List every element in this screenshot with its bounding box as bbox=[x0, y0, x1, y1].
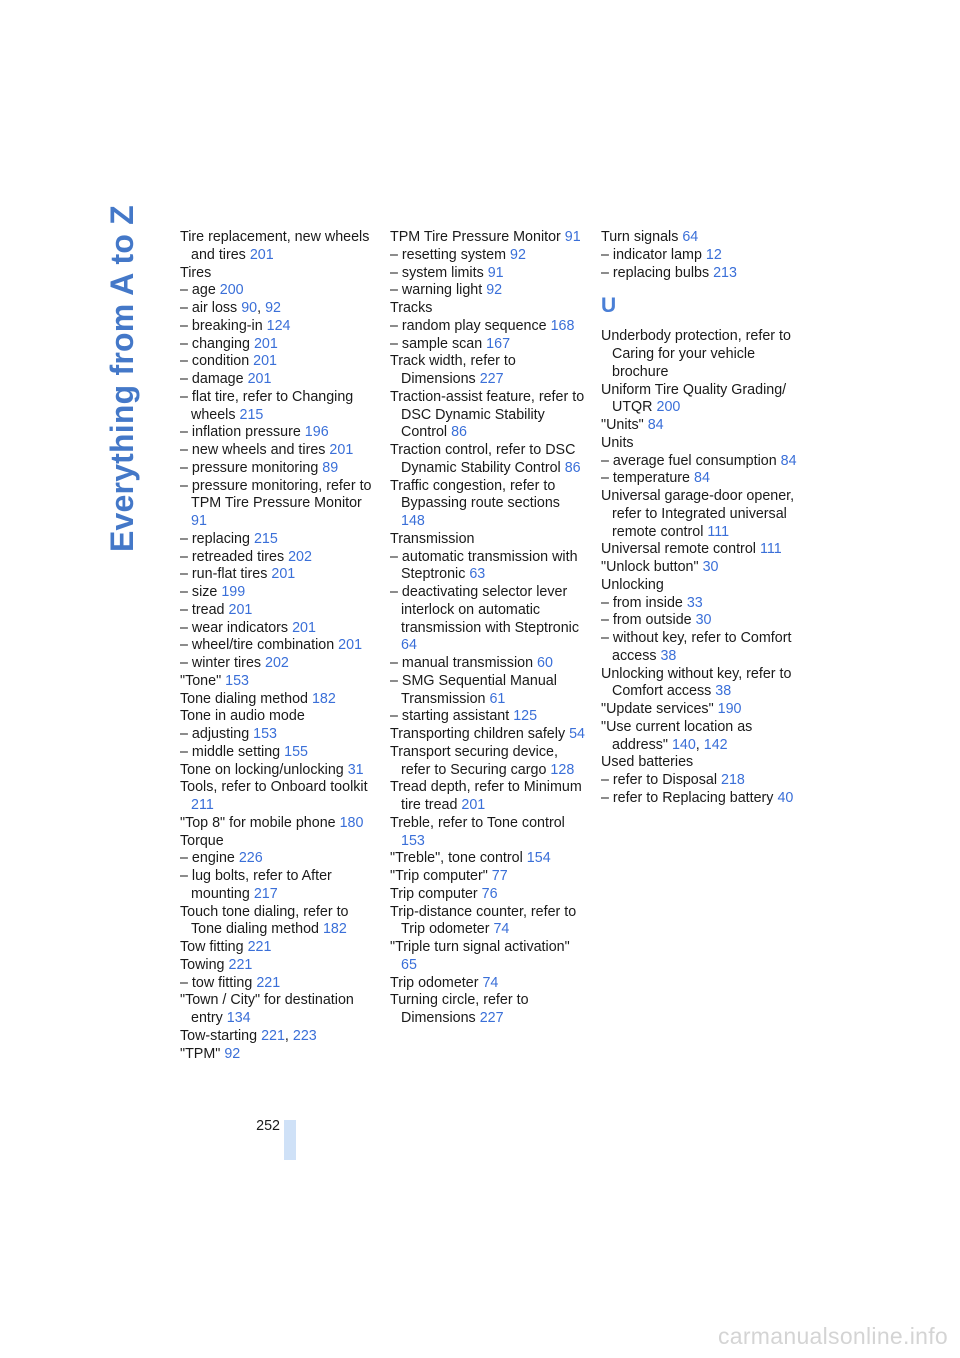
page-reference-link[interactable]: 91 bbox=[191, 513, 207, 529]
index-term: Transporting children safely bbox=[390, 726, 566, 742]
page-reference-link[interactable]: 196 bbox=[304, 424, 329, 441]
index-term: – temperature bbox=[601, 470, 691, 487]
index-term: – winter tires bbox=[180, 655, 262, 671]
index-entry bbox=[390, 318, 586, 336]
page-reference-link[interactable]: 201 bbox=[253, 353, 277, 370]
page-reference-link[interactable]: 202 bbox=[288, 548, 312, 565]
page-reference-link[interactable]: 92 bbox=[486, 282, 503, 299]
index-term: "Unlock button" bbox=[601, 559, 699, 575]
page-reference-link[interactable]: 221 bbox=[247, 939, 272, 955]
index-entry bbox=[180, 336, 376, 354]
index-entry bbox=[390, 229, 586, 247]
page-reference-link[interactable]: 111 bbox=[759, 541, 782, 558]
index-entry bbox=[390, 549, 586, 585]
index-entry bbox=[390, 300, 586, 318]
index-term: – refer to Replacing battery bbox=[601, 789, 774, 806]
page-reference-link[interactable]: 84 bbox=[647, 417, 664, 433]
page-reference-link[interactable]: 140 bbox=[671, 736, 696, 753]
index-entry bbox=[180, 939, 376, 957]
index-term: – new wheels and tires bbox=[180, 442, 326, 458]
index-entry bbox=[601, 595, 797, 613]
index-term: Towing bbox=[180, 956, 225, 973]
index-term: – without key, refer to Comfort access bbox=[601, 630, 792, 664]
page-reference-link[interactable]: 63 bbox=[469, 566, 486, 583]
index-term: Tone in audio mode bbox=[180, 708, 305, 725]
page-marker-bar bbox=[284, 1120, 296, 1160]
index-term: "Tone" bbox=[180, 672, 222, 689]
index-entry bbox=[180, 1046, 376, 1064]
index-entry bbox=[180, 478, 376, 531]
page-reference-link[interactable]: 134 bbox=[226, 1010, 251, 1026]
index-entry bbox=[180, 282, 376, 300]
index-term: – tow fitting bbox=[180, 974, 253, 991]
index-term: Trip computer bbox=[390, 885, 478, 902]
page-reference-link[interactable]: 215 bbox=[253, 530, 278, 547]
index-term: Trip odometer bbox=[390, 974, 479, 991]
index-term: Underbody protection, refer to Caring for your vehicle brochure bbox=[601, 328, 791, 380]
index-entry bbox=[390, 992, 586, 1028]
page-reference-link[interactable]: 64 bbox=[682, 229, 699, 245]
index-entry bbox=[601, 470, 797, 488]
index-entry bbox=[390, 478, 586, 531]
index-term: – inflation pressure bbox=[180, 424, 301, 441]
index-entry bbox=[180, 229, 376, 265]
index-entry bbox=[601, 247, 797, 265]
index-entry bbox=[601, 666, 797, 702]
index-entry bbox=[601, 453, 797, 471]
index-entry bbox=[601, 229, 797, 247]
index-entry bbox=[390, 726, 586, 744]
index-term: – starting assistant bbox=[390, 708, 510, 725]
index-term: – condition bbox=[180, 353, 250, 370]
page-reference-link[interactable]: 91 bbox=[564, 229, 581, 245]
page-reference-link[interactable]: 227 bbox=[479, 371, 504, 387]
index-entry bbox=[180, 637, 376, 655]
index-term: – age bbox=[180, 282, 216, 299]
index-term: – manual transmission bbox=[390, 655, 534, 671]
index-term: "Triple turn signal activation" bbox=[390, 939, 570, 955]
index-term: – sample scan bbox=[390, 335, 483, 352]
index-entry bbox=[180, 602, 376, 620]
index-entry bbox=[180, 957, 376, 975]
index-term: Unlocking bbox=[601, 576, 664, 593]
index-entry bbox=[180, 531, 376, 549]
page-reference-link[interactable]: 86 bbox=[451, 424, 467, 441]
page-reference-link[interactable]: 227 bbox=[479, 1010, 504, 1026]
index-term: – engine bbox=[180, 850, 235, 867]
index-entry bbox=[601, 488, 797, 541]
index-term: Traction control, refer to DSC Dynamic Stability Control bbox=[390, 442, 576, 476]
page-reference-link[interactable]: 221 bbox=[261, 1027, 285, 1044]
page-reference-link[interactable]: 38 bbox=[715, 683, 732, 700]
page-reference-link[interactable]: 92 bbox=[510, 246, 526, 263]
index-term: – system limits bbox=[390, 264, 484, 281]
index-entry bbox=[180, 424, 376, 442]
page-reference-link[interactable]: 86 bbox=[564, 459, 581, 476]
page-reference-link[interactable]: 61 bbox=[489, 690, 506, 707]
index-entry bbox=[180, 779, 376, 815]
page-reference-link[interactable]: 200 bbox=[219, 282, 244, 299]
index-column-3 bbox=[601, 229, 797, 808]
index-entry: – air loss 90, 92 bbox=[180, 300, 281, 316]
index-term: Traction-assist feature, refer to DSC Dynamic Stability Control bbox=[390, 388, 585, 441]
index-term: "Update services" bbox=[601, 701, 714, 717]
index-entry bbox=[180, 460, 376, 478]
page-reference-link[interactable]: 60 bbox=[537, 655, 553, 671]
index-term: – run-flat tires bbox=[180, 566, 268, 583]
index-term: Used batteries bbox=[601, 754, 694, 771]
index-term: – indicator lamp bbox=[601, 246, 702, 263]
page-reference-link[interactable]: 91 bbox=[487, 264, 504, 281]
index-entry bbox=[180, 371, 376, 389]
index-term: – warning light bbox=[390, 282, 483, 299]
page-reference-link[interactable]: 84 bbox=[694, 470, 710, 487]
page-reference-link[interactable]: 124 bbox=[266, 317, 291, 334]
index-term: – replacing bbox=[180, 530, 250, 547]
index-term: Unlocking without key, refer to Comfort access bbox=[601, 665, 792, 700]
index-entry bbox=[390, 655, 586, 673]
index-entry bbox=[601, 559, 797, 577]
page-reference-link[interactable]: 155 bbox=[284, 743, 308, 760]
index-entry bbox=[180, 868, 376, 904]
page-reference-link[interactable]: 201 bbox=[253, 335, 278, 352]
index-term: – deactivating selector lever interlock on automatic transmission with Steptronic bbox=[390, 584, 579, 636]
page-reference-link[interactable]: 211 bbox=[191, 797, 214, 813]
index-entry bbox=[180, 850, 376, 868]
index-entry bbox=[180, 726, 376, 744]
page-reference-link[interactable]: 65 bbox=[401, 956, 417, 973]
page-reference-link[interactable]: 84 bbox=[780, 452, 797, 469]
index-entry bbox=[601, 612, 797, 630]
index-term: – retreaded tires bbox=[180, 548, 285, 565]
page-reference-link[interactable]: 38 bbox=[660, 647, 677, 664]
index-entry bbox=[390, 673, 586, 709]
index-term: – breaking-in bbox=[180, 317, 263, 334]
index-term: "Units" bbox=[601, 417, 644, 433]
page-reference-link[interactable]: 128 bbox=[550, 761, 575, 778]
page-reference-link[interactable]: 201 bbox=[329, 442, 354, 458]
index-column-2 bbox=[390, 229, 586, 1028]
index-term: Tone dialing method bbox=[180, 690, 308, 707]
index-entry bbox=[390, 815, 586, 851]
index-entry bbox=[390, 265, 586, 283]
index-entry bbox=[390, 282, 586, 300]
page-reference-link[interactable]: 221 bbox=[256, 974, 281, 991]
page-reference-link[interactable]: 167 bbox=[486, 335, 511, 352]
page-reference-link[interactable]: 125 bbox=[513, 708, 538, 725]
letter-heading: U bbox=[601, 294, 617, 318]
page-reference-link[interactable]: 201 bbox=[461, 797, 486, 813]
index-entry bbox=[180, 584, 376, 602]
index-term: Tow fitting bbox=[180, 939, 244, 955]
index-entry bbox=[180, 442, 376, 460]
index-term: – middle setting bbox=[180, 743, 281, 760]
page-reference-link[interactable]: 30 bbox=[702, 559, 719, 575]
index-term: Tone on locking/unlocking bbox=[180, 761, 344, 778]
index-term: – damage bbox=[180, 371, 244, 387]
page-reference-link[interactable]: 201 bbox=[292, 619, 316, 636]
page-reference-link[interactable]: 168 bbox=[550, 317, 575, 334]
index-entry bbox=[390, 531, 586, 549]
index-term: Treble, refer to Tone control bbox=[390, 814, 565, 831]
page-reference-link[interactable]: 89 bbox=[322, 459, 339, 476]
index-term: Turning circle, refer to Dimensions bbox=[390, 992, 529, 1026]
index-entry bbox=[601, 630, 797, 666]
page-reference-link[interactable]: 74 bbox=[482, 974, 499, 991]
index-term: – random play sequence bbox=[390, 317, 547, 334]
index-entry bbox=[180, 833, 376, 851]
index-term: – changing bbox=[180, 335, 250, 352]
page-number: 252 bbox=[256, 1118, 280, 1134]
index-term: Tire replacement, new wheels and tires bbox=[180, 229, 370, 263]
index-entry bbox=[180, 673, 376, 691]
index-entry bbox=[180, 620, 376, 638]
index-term: "Top 8" for mobile phone bbox=[180, 814, 336, 831]
index-entry bbox=[180, 762, 376, 780]
watermark: carmanualsonline.info bbox=[717, 1323, 948, 1349]
index-term: – SMG Sequential Manual Transmission bbox=[390, 672, 557, 707]
index-term: – from inside bbox=[601, 594, 683, 611]
index-term: "Use current location as address" bbox=[601, 718, 753, 753]
page-reference-link[interactable]: 148 bbox=[401, 513, 425, 529]
index-term: Universal remote control bbox=[601, 541, 756, 558]
index-term: – from outside bbox=[601, 612, 692, 629]
index-term: – replacing bulbs bbox=[601, 264, 710, 281]
index-entry bbox=[180, 691, 376, 709]
page-reference-link[interactable]: 153 bbox=[253, 726, 277, 742]
index-term: – pressure monitoring bbox=[180, 459, 319, 476]
page-reference-link[interactable]: 12 bbox=[705, 246, 722, 263]
index-entry bbox=[390, 868, 586, 886]
page-reference-link[interactable]: 223 bbox=[292, 1027, 317, 1044]
page-reference-link[interactable]: 180 bbox=[339, 814, 364, 831]
page-reference-link[interactable]: 217 bbox=[253, 885, 278, 902]
index-term: – lug bolts, refer to After mounting bbox=[180, 868, 332, 902]
index-term: – refer to Disposal bbox=[601, 772, 718, 788]
index-entry bbox=[390, 939, 586, 975]
index-entry bbox=[180, 744, 376, 762]
index-entry bbox=[390, 442, 586, 478]
page-reference-link[interactable]: 142 bbox=[703, 736, 728, 753]
index-entry: Tow-starting 221, 223 bbox=[180, 1027, 317, 1044]
index-term: – average fuel consumption bbox=[601, 452, 777, 469]
index-entry bbox=[390, 584, 586, 655]
page-reference-link[interactable]: 202 bbox=[265, 655, 289, 671]
index-term: Tow-starting bbox=[180, 1027, 258, 1044]
index-entry bbox=[390, 779, 586, 815]
index-entry bbox=[180, 708, 376, 726]
index-term: – pressure monitoring, refer to TPM Tire Pressure Monitor bbox=[180, 477, 372, 512]
index-entry bbox=[390, 389, 586, 442]
index-entry bbox=[601, 754, 797, 772]
page-reference-link[interactable]: 199 bbox=[221, 584, 246, 600]
index-entry bbox=[390, 975, 586, 993]
page-reference-link[interactable]: 218 bbox=[721, 772, 745, 788]
index-term: Uniform Tire Quality Grading/ UTQR bbox=[601, 381, 787, 416]
page-reference-link[interactable]: 213 bbox=[713, 264, 737, 281]
page-reference-link[interactable]: 31 bbox=[347, 761, 364, 778]
index-term: Touch tone dialing, refer to Tone dialing method bbox=[180, 903, 349, 938]
index-term: – tread bbox=[180, 601, 225, 618]
index-term: "Trip computer" bbox=[390, 868, 488, 884]
index-term: Units bbox=[601, 434, 634, 451]
page-reference-link[interactable]: 111 bbox=[707, 523, 730, 540]
page-reference-link[interactable]: 153 bbox=[225, 672, 249, 689]
index-term: "Town / City" for destination entry bbox=[180, 992, 354, 1026]
page-reference-link[interactable]: 215 bbox=[239, 406, 264, 423]
index-term: "TPM" bbox=[180, 1045, 221, 1062]
index-entry bbox=[390, 850, 586, 868]
index-term: Torque bbox=[180, 832, 224, 849]
page-reference-link[interactable]: 190 bbox=[717, 701, 742, 717]
page-reference-link[interactable]: 221 bbox=[228, 956, 253, 973]
index-term: – wear indicators bbox=[180, 619, 289, 636]
page-reference-link[interactable]: 33 bbox=[686, 594, 703, 611]
page-reference-link[interactable]: 201 bbox=[271, 566, 296, 583]
index-term: Transport securing device, refer to Securing cargo bbox=[390, 743, 558, 778]
index-entry bbox=[180, 904, 376, 940]
index-column-1 bbox=[180, 229, 376, 1063]
index-entry bbox=[601, 790, 797, 808]
page-reference-link[interactable]: 226 bbox=[238, 850, 263, 867]
index-entry bbox=[601, 701, 797, 719]
page-reference-link[interactable]: 182 bbox=[322, 921, 347, 938]
index-term: Universal garage-door opener, refer to Integrated universal remote control bbox=[601, 488, 795, 540]
page-reference-link[interactable]: 90 bbox=[241, 300, 258, 316]
index-entry bbox=[180, 975, 376, 993]
index-entry bbox=[180, 549, 376, 567]
index-term: TPM Tire Pressure Monitor bbox=[390, 229, 561, 245]
index-term: – automatic transmission with Steptronic bbox=[390, 548, 578, 583]
index-term: – adjusting bbox=[180, 726, 250, 742]
page-reference-link[interactable]: 40 bbox=[777, 789, 794, 806]
index-entry bbox=[601, 577, 797, 595]
index-entry bbox=[180, 265, 376, 283]
index-term: Tracks bbox=[390, 300, 433, 316]
index-entry bbox=[180, 655, 376, 673]
index-entry bbox=[601, 435, 797, 453]
index-term: Trip-distance counter, refer to Trip odometer bbox=[390, 903, 577, 938]
index-entry bbox=[390, 886, 586, 904]
page-reference-link[interactable]: 153 bbox=[401, 832, 425, 849]
page-reference-link[interactable]: 30 bbox=[695, 612, 712, 629]
index-entry bbox=[180, 389, 376, 425]
index-entry bbox=[180, 992, 376, 1028]
index-term: Tread depth, refer to Minimum tire tread bbox=[390, 779, 582, 813]
page-reference-link[interactable]: 92 bbox=[224, 1045, 241, 1062]
index-entry bbox=[601, 541, 797, 559]
index-entry bbox=[180, 318, 376, 336]
index-entry bbox=[390, 336, 586, 354]
index-entry bbox=[601, 265, 797, 283]
index-entry bbox=[390, 744, 586, 780]
index-term: – flat tire, refer to Changing wheels bbox=[180, 388, 354, 423]
page-reference-link[interactable]: 92 bbox=[265, 300, 281, 316]
index-entry bbox=[390, 247, 586, 265]
index-term: Tools, refer to Onboard toolkit bbox=[180, 779, 368, 796]
index-entry bbox=[601, 772, 797, 790]
index-term: – size bbox=[180, 584, 218, 600]
index-entry bbox=[390, 904, 586, 940]
page-reference-link[interactable]: 77 bbox=[491, 868, 508, 884]
page-reference-link[interactable]: 54 bbox=[569, 726, 585, 742]
index-term: – resetting system bbox=[390, 246, 507, 263]
page-reference-link[interactable]: 200 bbox=[656, 399, 681, 416]
index-entry bbox=[601, 382, 797, 418]
page-reference-link[interactable]: 201 bbox=[338, 637, 363, 654]
page-reference-link[interactable]: 64 bbox=[401, 637, 417, 654]
index-term: Turn signals bbox=[601, 229, 679, 245]
index-entry bbox=[390, 353, 586, 389]
index-term: Track width, refer to Dimensions bbox=[390, 353, 516, 387]
index-entry bbox=[180, 815, 376, 833]
index-term: – air loss bbox=[180, 300, 238, 316]
index-term: Tires bbox=[180, 264, 212, 281]
index-entry: "Use current location as address" 140, 142 bbox=[601, 718, 753, 753]
index-term: – wheel/tire combination bbox=[180, 637, 335, 654]
section-title: Everything from A to Z bbox=[104, 205, 140, 552]
index-entry bbox=[390, 708, 586, 726]
index-entry bbox=[601, 417, 797, 435]
page-reference-link[interactable]: 74 bbox=[493, 921, 510, 938]
page-reference-link[interactable]: 201 bbox=[249, 246, 274, 263]
index-entry bbox=[180, 566, 376, 584]
page-reference-link[interactable]: 182 bbox=[311, 690, 336, 707]
page-reference-link[interactable]: 201 bbox=[247, 371, 272, 387]
page-reference-link[interactable]: 154 bbox=[526, 850, 551, 867]
index-term: Transmission bbox=[390, 530, 475, 547]
index-term: Traffic congestion, refer to Bypassing route sections bbox=[390, 477, 560, 512]
index-term: "Treble", tone control bbox=[390, 850, 523, 867]
index-entry bbox=[180, 353, 376, 371]
index-entry bbox=[601, 328, 797, 381]
page-reference-link[interactable]: 76 bbox=[481, 885, 498, 902]
page-reference-link[interactable]: 201 bbox=[228, 601, 253, 618]
